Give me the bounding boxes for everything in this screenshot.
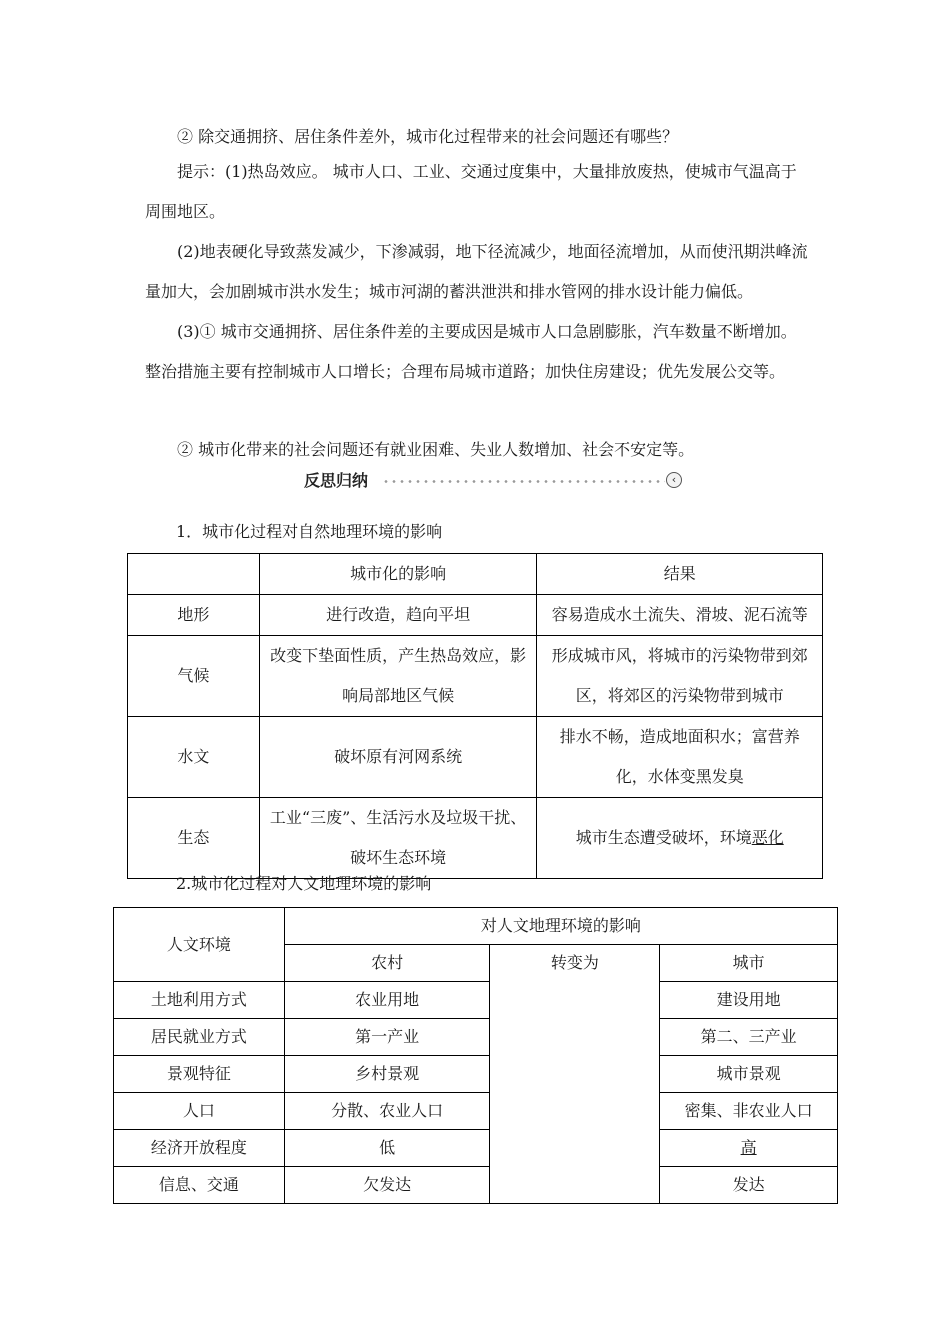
row-item: 居民就业方式	[114, 1019, 285, 1056]
row-item: 景观特征	[114, 1056, 285, 1093]
row-item: 经济开放程度	[114, 1130, 285, 1167]
chevron-left-icon: ‹	[666, 472, 682, 488]
row-rural: 第一产业	[284, 1019, 490, 1056]
human-environment-table	[113, 907, 838, 1204]
row-item: 地形	[128, 595, 260, 636]
paragraph-flood: (2)地表硬化导致蒸发减少，下渗减弱，地下径流减少，地面径流增加，从而使汛期洪峰流量加大，会加剧城市洪水发生；城市河湖的蓄洪泄洪和排水管网的排水设计能力偏低。	[145, 242, 808, 301]
row-result: 形成城市风，将城市的污染物带到郊区，将郊区的污染物带到城市	[537, 636, 823, 717]
row-item: 信息、交通	[114, 1167, 285, 1204]
table-row	[128, 595, 823, 636]
table-header-row	[128, 554, 823, 595]
row-urban: 发达	[660, 1167, 838, 1204]
result-prefix: 城市生态遭受破坏，环境	[575, 828, 752, 847]
header-empty	[128, 554, 260, 595]
row-urban: 城市景观	[660, 1056, 838, 1093]
row-impact: 破坏原有河网系统	[259, 717, 537, 798]
section1-heading: 1．城市化过程对自然地理环境的影响	[176, 522, 443, 541]
row-urban: 第二、三产业	[660, 1019, 838, 1056]
row-urban: 建设用地	[660, 982, 838, 1019]
row-rural: 分散、农业人口	[284, 1093, 490, 1130]
row-impact: 进行改造，趋向平坦	[259, 595, 537, 636]
section2-heading: 2.城市化过程对人文地理环境的影响	[176, 874, 432, 893]
banner-dotted-line	[382, 480, 665, 483]
header-human-environment: 人文环境	[114, 908, 285, 982]
header-impact: 城市化的影响	[259, 554, 537, 595]
table-row	[114, 1019, 838, 1056]
table-row	[114, 1093, 838, 1130]
table-row	[114, 982, 838, 1019]
row-urban: 密集、非农业人口	[660, 1093, 838, 1130]
row-impact: 工业“三废”、生活污水及垃圾干扰、破坏生态环境	[259, 798, 537, 879]
natural-environment-table	[127, 553, 823, 879]
header-urban: 城市	[660, 945, 838, 982]
row-rural: 乡村景观	[284, 1056, 490, 1093]
row-impact: 改变下垫面性质，产生热岛效应，影响局部地区气候	[259, 636, 537, 717]
row-result	[537, 798, 823, 879]
section-banner	[300, 468, 690, 494]
table-row	[114, 1130, 838, 1167]
row-item: 生态	[128, 798, 260, 879]
row-item: 人口	[114, 1093, 285, 1130]
paragraph-hint-heat-island: 提示：(1)热岛效应。 城市人口、工业、交通过度集中，大量排放废热，使城市气温高于周围地区。	[145, 162, 797, 221]
row-item: 土地利用方式	[114, 982, 285, 1019]
row-result: 排水不畅，造成地面积水；富营养化，水体变黑发臭	[537, 717, 823, 798]
row-urban: 高	[660, 1130, 838, 1167]
row-result: 容易造成水土流失、滑坡、泥石流等	[537, 595, 823, 636]
paragraph-question: ② 除交通拥挤、居住条件差外，城市化过程带来的社会问题还有哪些？	[177, 127, 679, 146]
row-item: 水文	[128, 717, 260, 798]
header-effect: 对人文地理环境的影响	[284, 908, 837, 945]
header-change-to: 转变为	[490, 945, 660, 1204]
header-rural: 农村	[284, 945, 490, 982]
table-row	[128, 798, 823, 879]
row-rural: 农业用地	[284, 982, 490, 1019]
table-row	[114, 1056, 838, 1093]
table-header-row	[114, 908, 838, 945]
result-underlined: 恶化	[751, 828, 784, 847]
table-row	[128, 717, 823, 798]
header-result: 结果	[537, 554, 823, 595]
row-item: 气候	[128, 636, 260, 717]
banner-title: 反思归纳	[304, 471, 369, 490]
row-rural: 欠发达	[284, 1167, 490, 1204]
paragraph-social-problems: ② 城市化带来的社会问题还有就业困难、失业人数增加、社会不安定等。	[177, 440, 695, 459]
paragraph-traffic: (3)① 城市交通拥挤、居住条件差的主要成因是城市人口急剧膨胀，汽车数量不断增加。整治措施主要有控制城市人口增长；合理布局城市道路；加快住房建设；优先发展公交等。	[145, 322, 797, 381]
row-rural: 低	[284, 1130, 490, 1167]
table-row	[114, 1167, 838, 1204]
table-row	[128, 636, 823, 717]
